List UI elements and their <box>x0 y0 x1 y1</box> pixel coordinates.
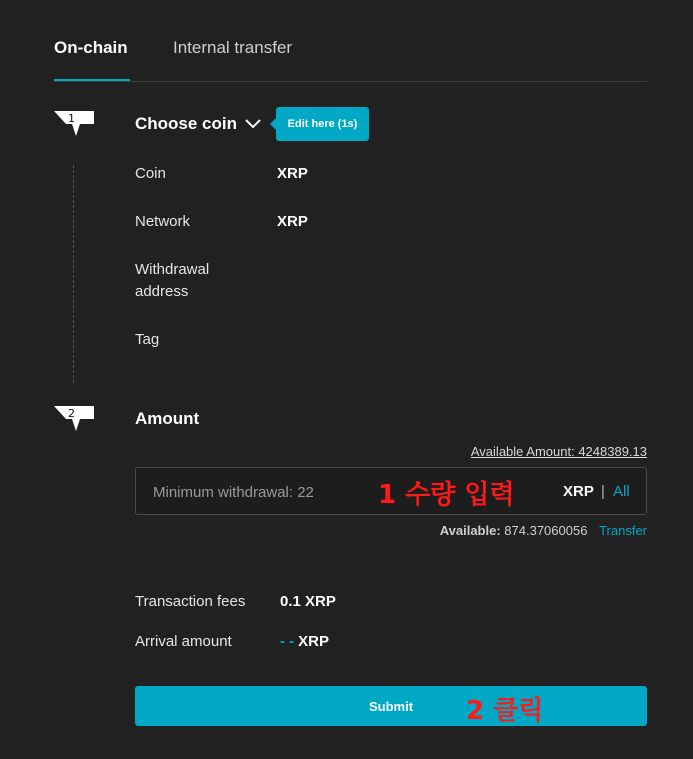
step-2-flag-icon <box>54 406 94 432</box>
all-button[interactable]: All <box>613 483 630 500</box>
transaction-fees-label: Transaction fees <box>135 593 246 610</box>
arrival-amount-placeholder: - - <box>280 633 295 650</box>
submit-button[interactable]: Submit <box>135 686 647 726</box>
available-amount-link[interactable]: Available Amount: 4248389.13 <box>470 444 647 459</box>
network-label: Network <box>135 213 191 230</box>
edit-here-tooltip[interactable]: Edit here (1s) <box>276 107 369 141</box>
amount-separator: | <box>601 483 605 500</box>
amount-unit: XRP <box>563 483 594 500</box>
transaction-fees-value: 0.1 XRP <box>280 593 336 610</box>
arrival-amount-value <box>280 633 329 650</box>
tag-label: Tag <box>135 331 160 348</box>
arrival-amount-label: Arrival amount <box>135 633 232 650</box>
step-connector-line <box>73 165 74 383</box>
tab-on-chain[interactable]: On-chain <box>54 38 128 57</box>
step-1-number: 1 <box>68 112 75 125</box>
tab-divider <box>54 81 647 82</box>
available-balance <box>440 523 647 538</box>
step-1-flag-icon <box>54 111 94 137</box>
chevron-down-icon[interactable] <box>244 117 262 129</box>
withdrawal-address-label: Withdrawal address <box>135 261 210 300</box>
step-2-number: 2 <box>68 407 75 420</box>
network-value: XRP <box>277 213 308 230</box>
transfer-link[interactable]: Transfer <box>599 523 647 538</box>
annotation-enter-amount: 1 수량 입력 <box>378 480 515 510</box>
available-value: 874.37060056 <box>504 523 588 538</box>
annotation-click: 2 클릭 <box>466 696 544 726</box>
arrival-amount-unit: XRP <box>298 633 330 650</box>
choose-coin-title[interactable]: Choose coin <box>135 114 238 133</box>
tab-internal-transfer[interactable]: Internal transfer <box>173 38 293 57</box>
available-label: Available: <box>439 523 501 538</box>
amount-title: Amount <box>135 409 200 428</box>
coin-value: XRP <box>277 165 308 182</box>
coin-label: Coin <box>135 165 166 182</box>
